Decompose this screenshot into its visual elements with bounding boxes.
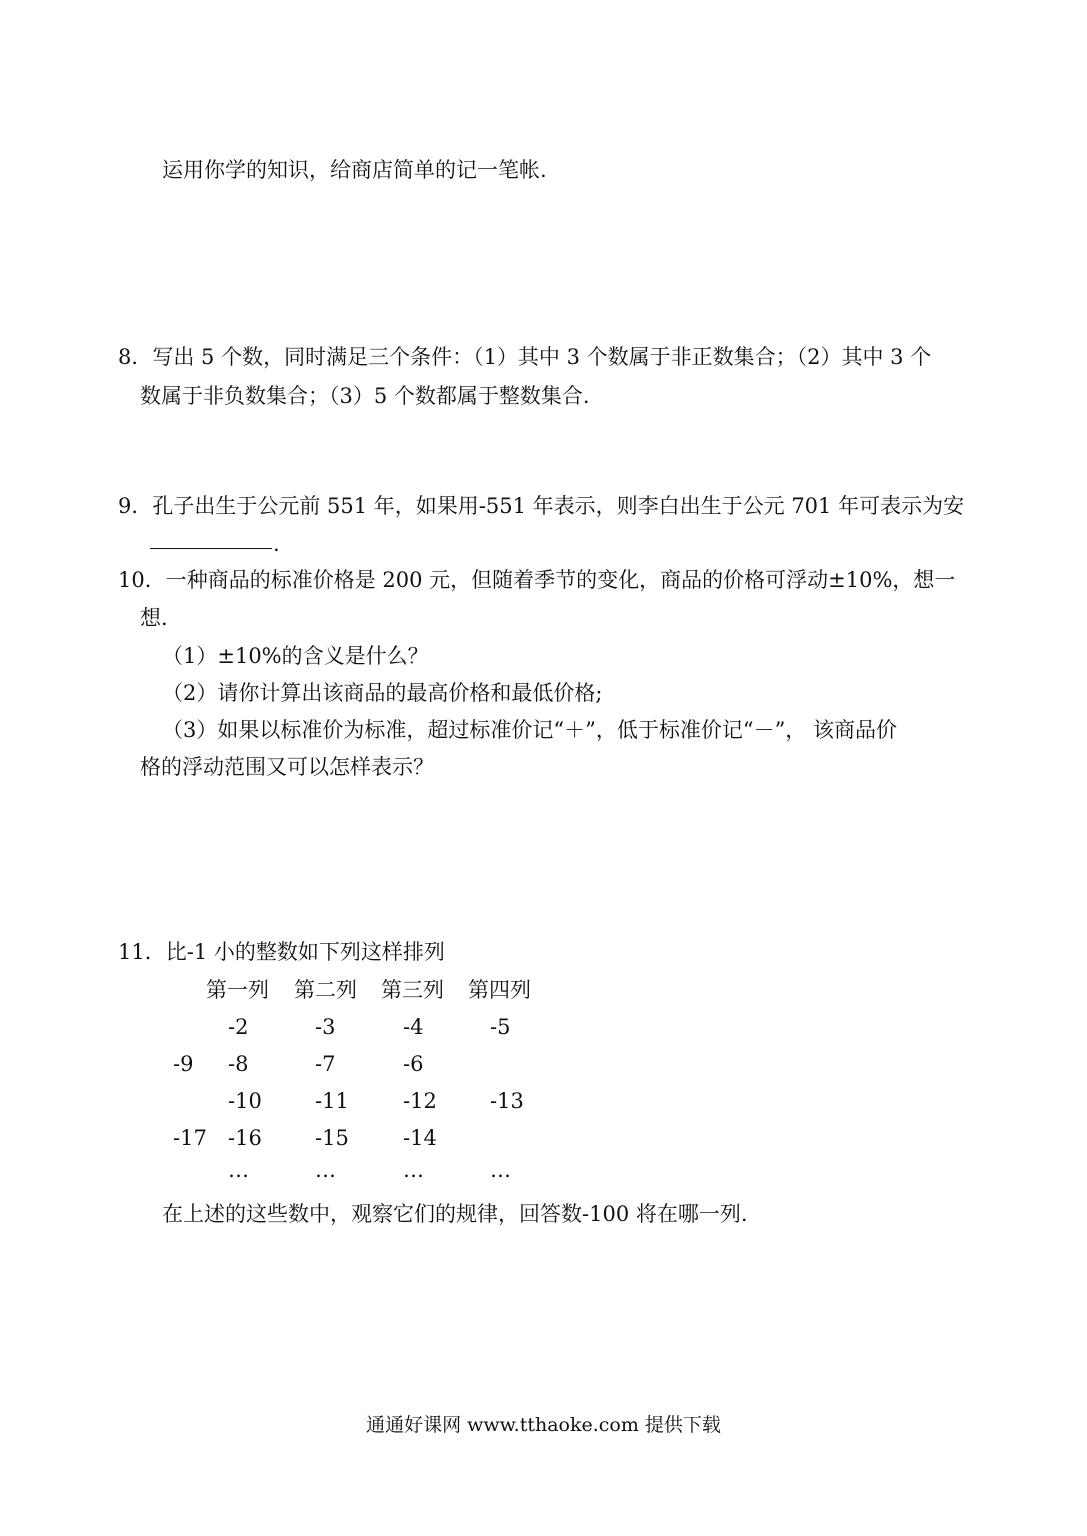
page-footer: 通通好课网 www.tthaoke.com 提供下载 bbox=[366, 1414, 721, 1436]
row4-left: -17 bbox=[173, 1126, 207, 1150]
row4-col1: -16 bbox=[228, 1126, 262, 1150]
column-header-1: 第一列 bbox=[206, 978, 269, 1002]
row3-col2: -11 bbox=[315, 1089, 349, 1113]
row1-col1: -2 bbox=[228, 1015, 249, 1039]
column-header-4: 第四列 bbox=[468, 978, 531, 1002]
q10-sub3: （3）如果以标准价为标准，超过标准价记“＋”，低于标准价记“－”， 该商品价 bbox=[162, 718, 897, 742]
ellipsis-col3: … bbox=[403, 1158, 424, 1182]
intro-line: 运用你学的知识，给商店简单的记一笔帐. bbox=[162, 158, 547, 182]
q10-sub1: （1）±10%的含义是什么？ bbox=[162, 644, 429, 668]
row2-col1: -8 bbox=[228, 1052, 249, 1076]
q9-answer-blank bbox=[150, 548, 272, 549]
row3-col3: -12 bbox=[403, 1089, 437, 1113]
q10-line2: 想. bbox=[140, 606, 168, 630]
row3-col1: -10 bbox=[228, 1089, 262, 1113]
q10-line1: 10．一种商品的标准价格是 200 元，但随着季节的变化，商品的价格可浮动±10%，想一 bbox=[118, 568, 956, 592]
column-header-3: 第三列 bbox=[381, 978, 444, 1002]
ellipsis-col4: … bbox=[490, 1158, 511, 1182]
ellipsis-col2: … bbox=[315, 1158, 336, 1182]
row1-col3: -4 bbox=[403, 1015, 424, 1039]
q11-line1: 11．比-1 小的整数如下列这样排列 bbox=[118, 940, 445, 964]
q8-line1: 8．写出 5 个数，同时满足三个条件：（1）其中 3 个数属于非正数集合；（2）其中 3 个 bbox=[118, 345, 932, 369]
q9-line1: 9．孔子出生于公元前 551 年，如果用-551 年表示，则李白出生于公元 701 年可表示为安 bbox=[118, 494, 965, 518]
row2-left: -9 bbox=[173, 1052, 194, 1076]
q10-sub3-cont: 格的浮动范围又可以怎样表示？ bbox=[140, 755, 434, 779]
row2-col3: -6 bbox=[403, 1052, 424, 1076]
q11-question: 在上述的这些数中，观察它们的规律，回答数-100 将在哪一列. bbox=[162, 1202, 748, 1226]
q10-sub2: （2）请你计算出该商品的最高价格和最低价格; bbox=[162, 681, 603, 705]
q8-line2: 数属于非负数集合；（3）5 个数都属于整数集合. bbox=[140, 384, 590, 408]
row1-col4: -5 bbox=[490, 1015, 511, 1039]
column-header-2: 第二列 bbox=[294, 978, 357, 1002]
row2-col2: -7 bbox=[315, 1052, 336, 1076]
row4-col3: -14 bbox=[403, 1126, 437, 1150]
row4-col2: -15 bbox=[315, 1126, 349, 1150]
q9-blank-end: . bbox=[273, 532, 280, 556]
ellipsis-col1: … bbox=[228, 1158, 249, 1182]
row1-col2: -3 bbox=[315, 1015, 336, 1039]
row3-col4: -13 bbox=[490, 1089, 524, 1113]
